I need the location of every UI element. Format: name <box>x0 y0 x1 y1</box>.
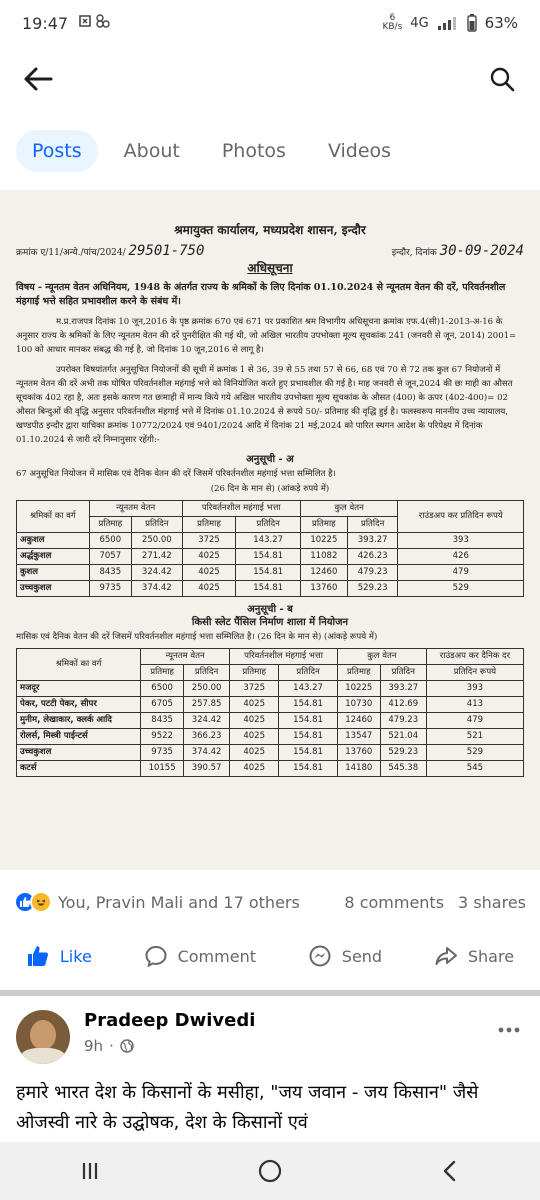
table-cell-category: कुशल <box>17 565 90 581</box>
more-options-button[interactable] <box>498 1014 520 1038</box>
avatar-face <box>30 1020 56 1050</box>
table-cell-value: 393 <box>398 533 524 549</box>
table-cell-category: उच्चकुशल <box>17 581 90 597</box>
doc-subject: विषय - न्यूनतम वेतन अधिनियम, 1948 के अंतर्गत राज्य के श्रमिकों के लिए दिनांक 01.10.2024 से न्यूनतम वेतन की दरें, परिवर्तनशील मंहगाई भत्ते सहित प्रभावशील करने के संबंध में। <box>16 282 506 307</box>
table-row <box>17 697 524 713</box>
table-cell-value: 366.23 <box>183 729 229 745</box>
top-bar <box>0 46 540 112</box>
table-row <box>17 533 524 549</box>
table-cell-value: 390.57 <box>183 761 229 777</box>
table-cell-value: 479 <box>398 565 524 581</box>
table-a-sub-day: प्रतिदिन <box>131 517 182 533</box>
table-cell-value: 426 <box>398 549 524 565</box>
table-cell-value: 6705 <box>141 697 184 713</box>
table-a-header-total: कुल वेतन <box>300 501 398 517</box>
author-info <box>84 1010 255 1064</box>
schedule-b-title: अनुसूची - ब <box>247 604 293 615</box>
recents-icon <box>79 1160 101 1182</box>
table-cell-value: 393 <box>426 681 523 697</box>
reactions-summary <box>0 880 540 924</box>
table-cell-value: 393.27 <box>347 533 398 549</box>
table-cell-value: 4025 <box>182 565 236 581</box>
status-right <box>382 14 518 32</box>
table-cell-value: 8435 <box>89 565 131 581</box>
table-row <box>17 729 524 745</box>
table-cell-value: 10730 <box>337 697 380 713</box>
comment-button[interactable] <box>144 944 256 968</box>
table-cell-value: 521.04 <box>380 729 426 745</box>
table-cell-category: कटर्स <box>17 761 141 777</box>
profile-tabs <box>0 118 540 184</box>
table-cell-value: 545.38 <box>380 761 426 777</box>
signal-icon <box>437 15 459 31</box>
table-a-sub-day: प्रतिदिन <box>236 517 300 533</box>
table-b-sub-month: प्रतिमाह <box>141 665 184 681</box>
table-b-sub-month: प्रतिमाह <box>337 665 380 681</box>
table-cell-category: मुनीम, लेखाकार, क्लर्क आदि <box>17 713 141 729</box>
more-dots-icon <box>498 1027 520 1033</box>
table-cell-value: 412.69 <box>380 697 426 713</box>
status-time: 19:47 <box>22 13 69 33</box>
share-button[interactable] <box>434 944 514 968</box>
avatar-shirt <box>20 1048 66 1064</box>
table-row <box>17 681 524 697</box>
schedule-a-caption: 67 अनुसूचित नियोजन में मासिक एवं दैनिक वेतन की दरें जिसमें परिवर्तनशील महंगाई भत्ता सम्मिलित है। <box>16 469 336 479</box>
doc-notification-title: अधिसूचना <box>247 261 293 275</box>
battery-level: 63% <box>484 14 518 32</box>
doc-paragraph-2: उपरोक्त विषयांतर्गत अनुसूचित नियोजनों की सूची में क्रमांक 1 से 36, 39 से 55 तथा 57 से 66, 68 एवं 70 से 72 तक कुल 67 नियोजनों में न्यूनतम वेतन की दरें अभी तक घोषित परिवर्तनशील महंगाई भत्ते को विनियोजित करते हुए प्रभावशील की गई है। माह जनवरी से जून,2024 की छः माही का औसत सूचकांक 402 रहा है, अतः इसके कारण गत छःमाही में मान्य किये गये अखिल भारतीय उपभोक्ता मूल्य सूचकांक के औसत (400) के ऊपर (402-400)= 02 औसत बिन्दुओं की वृद्धि अनुसार परिवर्तनशील मंहगाई भत्ते में दिनांक 01.10.2024 से रूपये 50/- प्रतिमाह की वृद्धि हुई है। फलस्वरूप माननीय उच्च न्यायालय, खण्डपीठ इन्दौर द्वारा याचिका क्रमांक 10772/2024 एवं 9401/2024 आदि में दिनांक 21 मई,2024 को पारित स्थगन आदेश के परिपेक्ष्य में दिनांक 01.10.2024 से जारी दरें निम्नानुसार रहेंगी:- <box>16 365 513 445</box>
tab-about[interactable]: About <box>123 140 180 162</box>
table-cell-value: 479.23 <box>347 565 398 581</box>
table-b-header-row <box>17 649 524 665</box>
table-cell-category: उच्चकुशल <box>17 745 141 761</box>
table-cell-value: 4025 <box>230 761 279 777</box>
comment-label: Comment <box>177 946 256 966</box>
table-row <box>17 713 524 729</box>
table-b-sub-day: प्रतिदिन <box>380 665 426 681</box>
table-cell-value: 9735 <box>89 581 131 597</box>
table-cell-value: 324.42 <box>131 565 182 581</box>
shares-count[interactable]: 3 shares <box>458 892 526 912</box>
table-cell-value: 4025 <box>230 729 279 745</box>
like-label: Like <box>59 946 92 966</box>
table-a-sub-day: प्रतिदिन <box>347 517 398 533</box>
schedule-a-subcaption: (26 दिन के मान से) (आंकड़े रुपये में) <box>210 484 330 494</box>
table-cell-value: 154.81 <box>279 729 338 745</box>
notification-icons <box>78 13 112 33</box>
doc-date: 30-09-2024 <box>439 243 524 259</box>
table-cell-value: 271.42 <box>131 549 182 565</box>
search-button[interactable] <box>482 59 522 99</box>
doc-reference-line <box>16 245 524 260</box>
schedule-b-subtitle: किसी स्लेट पैंसिल निर्माण शाला में नियोजन <box>191 617 349 628</box>
recents-button[interactable] <box>60 1149 120 1193</box>
table-cell-category: अर्द्धकुशल <box>17 549 90 565</box>
doc-ref <box>16 245 204 260</box>
table-row <box>17 581 524 597</box>
table-cell-value: 529 <box>426 745 523 761</box>
table-row <box>17 745 524 761</box>
avatar[interactable] <box>16 1010 70 1064</box>
doc-office-heading: श्रमायुक्त कार्यालय, मध्यप्रदेश शासन, इन्दौर <box>174 223 366 237</box>
next-post <box>0 996 540 1146</box>
table-cell-value: 4025 <box>230 745 279 761</box>
table-b-sub-day: प्रतिदिन <box>279 665 338 681</box>
messenger-icon <box>308 944 332 968</box>
table-cell-category: अकुशल <box>17 533 90 549</box>
table-cell-value: 324.42 <box>183 713 229 729</box>
back-button[interactable] <box>18 59 58 99</box>
table-cell-value: 479 <box>426 713 523 729</box>
table-cell-value: 12460 <box>300 565 347 581</box>
table-a-header-min-wage: न्यूनतम वेतन <box>89 501 182 517</box>
table-b-body <box>17 681 524 777</box>
table-a-sub-month: प्रतिमाह <box>182 517 236 533</box>
table-cell-value: 6500 <box>141 681 184 697</box>
table-cell-value: 8435 <box>141 713 184 729</box>
table-cell-value: 393.27 <box>380 681 426 697</box>
author-name[interactable]: Pradeep Dwivedi <box>84 1010 256 1031</box>
table-row <box>17 761 524 777</box>
share-label: Share <box>467 946 515 966</box>
home-button[interactable] <box>240 1149 300 1193</box>
table-a-header-category: श्रमिकों का वर्ग <box>17 501 90 533</box>
table-cell-value: 11082 <box>300 549 347 565</box>
reactions-text[interactable]: You, Pravin Mali and 17 others <box>58 892 300 912</box>
table-cell-value: 10225 <box>337 681 380 697</box>
share-arrow-icon <box>434 944 458 968</box>
table-cell-value: 154.81 <box>236 565 300 581</box>
comments-count[interactable]: 8 comments <box>344 892 445 912</box>
table-b-header-vda: परिवर्तनशील मंहगाई भत्ता <box>230 649 338 665</box>
comment-bubble-icon <box>144 944 168 968</box>
system-notification-icon <box>78 13 112 29</box>
table-cell-value: 250.00 <box>183 681 229 697</box>
laughing-face-icon <box>34 895 48 909</box>
table-cell-value: 3725 <box>182 533 236 549</box>
tab-videos[interactable]: Videos <box>327 140 392 162</box>
doc-ref-prefix: क्रमांक ए/11/अन्ये./पांच/2024/ <box>16 248 126 258</box>
table-cell-value: 521 <box>426 729 523 745</box>
table-cell-value: 374.42 <box>131 581 182 597</box>
table-cell-value: 13760 <box>337 745 380 761</box>
table-cell-value: 4025 <box>182 581 236 597</box>
table-b-sub-month: प्रतिमाह <box>230 665 279 681</box>
table-a-header-row <box>17 501 524 517</box>
post-image[interactable] <box>0 190 540 870</box>
schedule-a-title: अनुसूची - अ <box>246 454 294 465</box>
engagement-counts <box>344 893 526 912</box>
post-actions <box>0 930 540 982</box>
table-cell-value: 257.85 <box>183 697 229 713</box>
table-cell-value: 4025 <box>230 713 279 729</box>
table-a-sub-month: प्रतिमाह <box>300 517 347 533</box>
post-time[interactable]: 9h <box>84 1037 104 1055</box>
table-b-sub-day: प्रतिदिन <box>183 665 229 681</box>
system-navigation-bar <box>0 1142 540 1200</box>
table-a-body <box>17 533 524 597</box>
table-cell-category: पेकर, पटटी पेकर, सीपर <box>17 697 141 713</box>
search-icon <box>489 66 515 92</box>
table-cell-value: 10225 <box>300 533 347 549</box>
table-cell-value: 529 <box>398 581 524 597</box>
table-cell-value: 154.81 <box>279 713 338 729</box>
post-author-row <box>16 1010 255 1064</box>
table-cell-value: 250.00 <box>131 533 182 549</box>
table-cell-value: 9735 <box>141 745 184 761</box>
table-cell-value: 154.81 <box>279 697 338 713</box>
table-cell-value: 143.27 <box>236 533 300 549</box>
table-cell-value: 6500 <box>89 533 131 549</box>
table-cell-value: 374.42 <box>183 745 229 761</box>
table-cell-category: मजदूर <box>17 681 141 697</box>
table-b-header-roundup: राउंडअप कर दैनिक दर <box>426 649 523 665</box>
haha-reaction-icon <box>30 891 52 913</box>
table-cell-value: 13760 <box>300 581 347 597</box>
table-cell-value: 4025 <box>230 697 279 713</box>
status-bar <box>0 0 540 46</box>
schedule-b-table <box>16 648 524 777</box>
schedule-b-caption: मासिक एवं दैनिक वेतन की दरें जिसमें परिवर्तनशील महंगाई भत्ता सम्मिलित है। (26 दिन के मान से) (आंकड़े रूपये में) <box>16 632 378 642</box>
doc-paragraph-1: म.प्र.राजपत्र दिनांक 10 जून,2016 के पृष्ठ क्रमांक 670 एवं 671 पर प्रकाशित श्रम विभागीय अधिसूचना क्रमांक एफ.4(सी)1-2013-अ-16 के अनुसार राज्य के श्रमिकों के लिए न्यूनतम वेतन की दरें पुनरीक्षित की गई थी, जो अखिल भारतीय उपभोक्ता मूल्य सूचकांक 241 (जनवरी से जून, 2014) 2001= 100 को आधार मानकर संबद्ध की गई है, जो दिनांक 10 जून,2016 से लागू है। <box>16 317 517 355</box>
table-cell-value: 13547 <box>337 729 380 745</box>
table-cell-value: 529.23 <box>347 581 398 597</box>
data-rate <box>382 14 402 32</box>
schedule-a-table <box>16 500 524 597</box>
table-b-header-min-wage: न्यूनतम वेतन <box>141 649 230 665</box>
table-cell-value: 12460 <box>337 713 380 729</box>
meta-separator: · <box>109 1037 114 1055</box>
table-cell-value: 9522 <box>141 729 184 745</box>
table-cell-value: 154.81 <box>236 549 300 565</box>
post-meta <box>84 1037 255 1055</box>
table-cell-value: 4025 <box>182 549 236 565</box>
table-a-header-roundup: राउंडअप कर प्रतिदिन रूपये <box>398 501 524 533</box>
network-type: 4G <box>410 15 429 31</box>
table-cell-value: 10155 <box>141 761 184 777</box>
table-cell-value: 426.23 <box>347 549 398 565</box>
thumbs-up-icon <box>26 944 50 968</box>
table-row <box>17 549 524 565</box>
table-cell-value: 14180 <box>337 761 380 777</box>
table-cell-value: 479.23 <box>380 713 426 729</box>
table-a-sub-month: प्रतिमाह <box>89 517 131 533</box>
doc-date-block <box>392 245 524 260</box>
table-row <box>17 565 524 581</box>
table-cell-category: रोलर्स, मिस्त्री पाईन्टर्स <box>17 729 141 745</box>
post-text[interactable]: हमारे भारत देश के किसानों के मसीहा, "जय जवान - जय किसान" जैसे ओजस्वी नारे के उद्घोषक, देश के किसानों एवं <box>16 1082 479 1133</box>
table-cell-value: 3725 <box>230 681 279 697</box>
chevron-left-icon <box>440 1159 460 1183</box>
home-circle-icon <box>257 1158 283 1184</box>
table-cell-value: 413 <box>426 697 523 713</box>
globe-icon <box>120 1039 134 1053</box>
doc-ref-number: 29501-750 <box>128 243 205 259</box>
table-cell-value: 154.81 <box>279 761 338 777</box>
table-cell-value: 143.27 <box>279 681 338 697</box>
table-cell-value: 154.81 <box>279 745 338 761</box>
like-button[interactable] <box>26 944 92 968</box>
battery-icon <box>467 14 477 32</box>
table-b-sub-day-rupees: प्रतिदिन रूपये <box>426 665 523 681</box>
doc-date-prefix: इन्दौर, दिनांक <box>391 248 437 258</box>
tab-posts[interactable]: Posts <box>16 130 98 172</box>
table-b-header-category: श्रमिकों का वर्ग <box>17 649 141 681</box>
data-rate-value: 6 <box>389 13 396 23</box>
reaction-icons[interactable] <box>14 891 52 913</box>
table-cell-value: 529.23 <box>380 745 426 761</box>
table-b-header-total: कुल वेतन <box>337 649 426 665</box>
system-back-button[interactable] <box>420 1149 480 1193</box>
table-a-header-vda: परिवर्तनशील महंगाई भत्ता <box>182 501 300 517</box>
scanned-notification-document <box>0 190 540 870</box>
tab-photos[interactable]: Photos <box>221 140 286 162</box>
table-cell-value: 7057 <box>89 549 131 565</box>
send-button[interactable] <box>308 944 382 968</box>
send-label: Send <box>341 946 383 966</box>
table-cell-value: 154.81 <box>236 581 300 597</box>
data-rate-unit: KB/s <box>382 22 403 32</box>
back-arrow-icon <box>23 66 53 92</box>
table-cell-value: 545 <box>426 761 523 777</box>
